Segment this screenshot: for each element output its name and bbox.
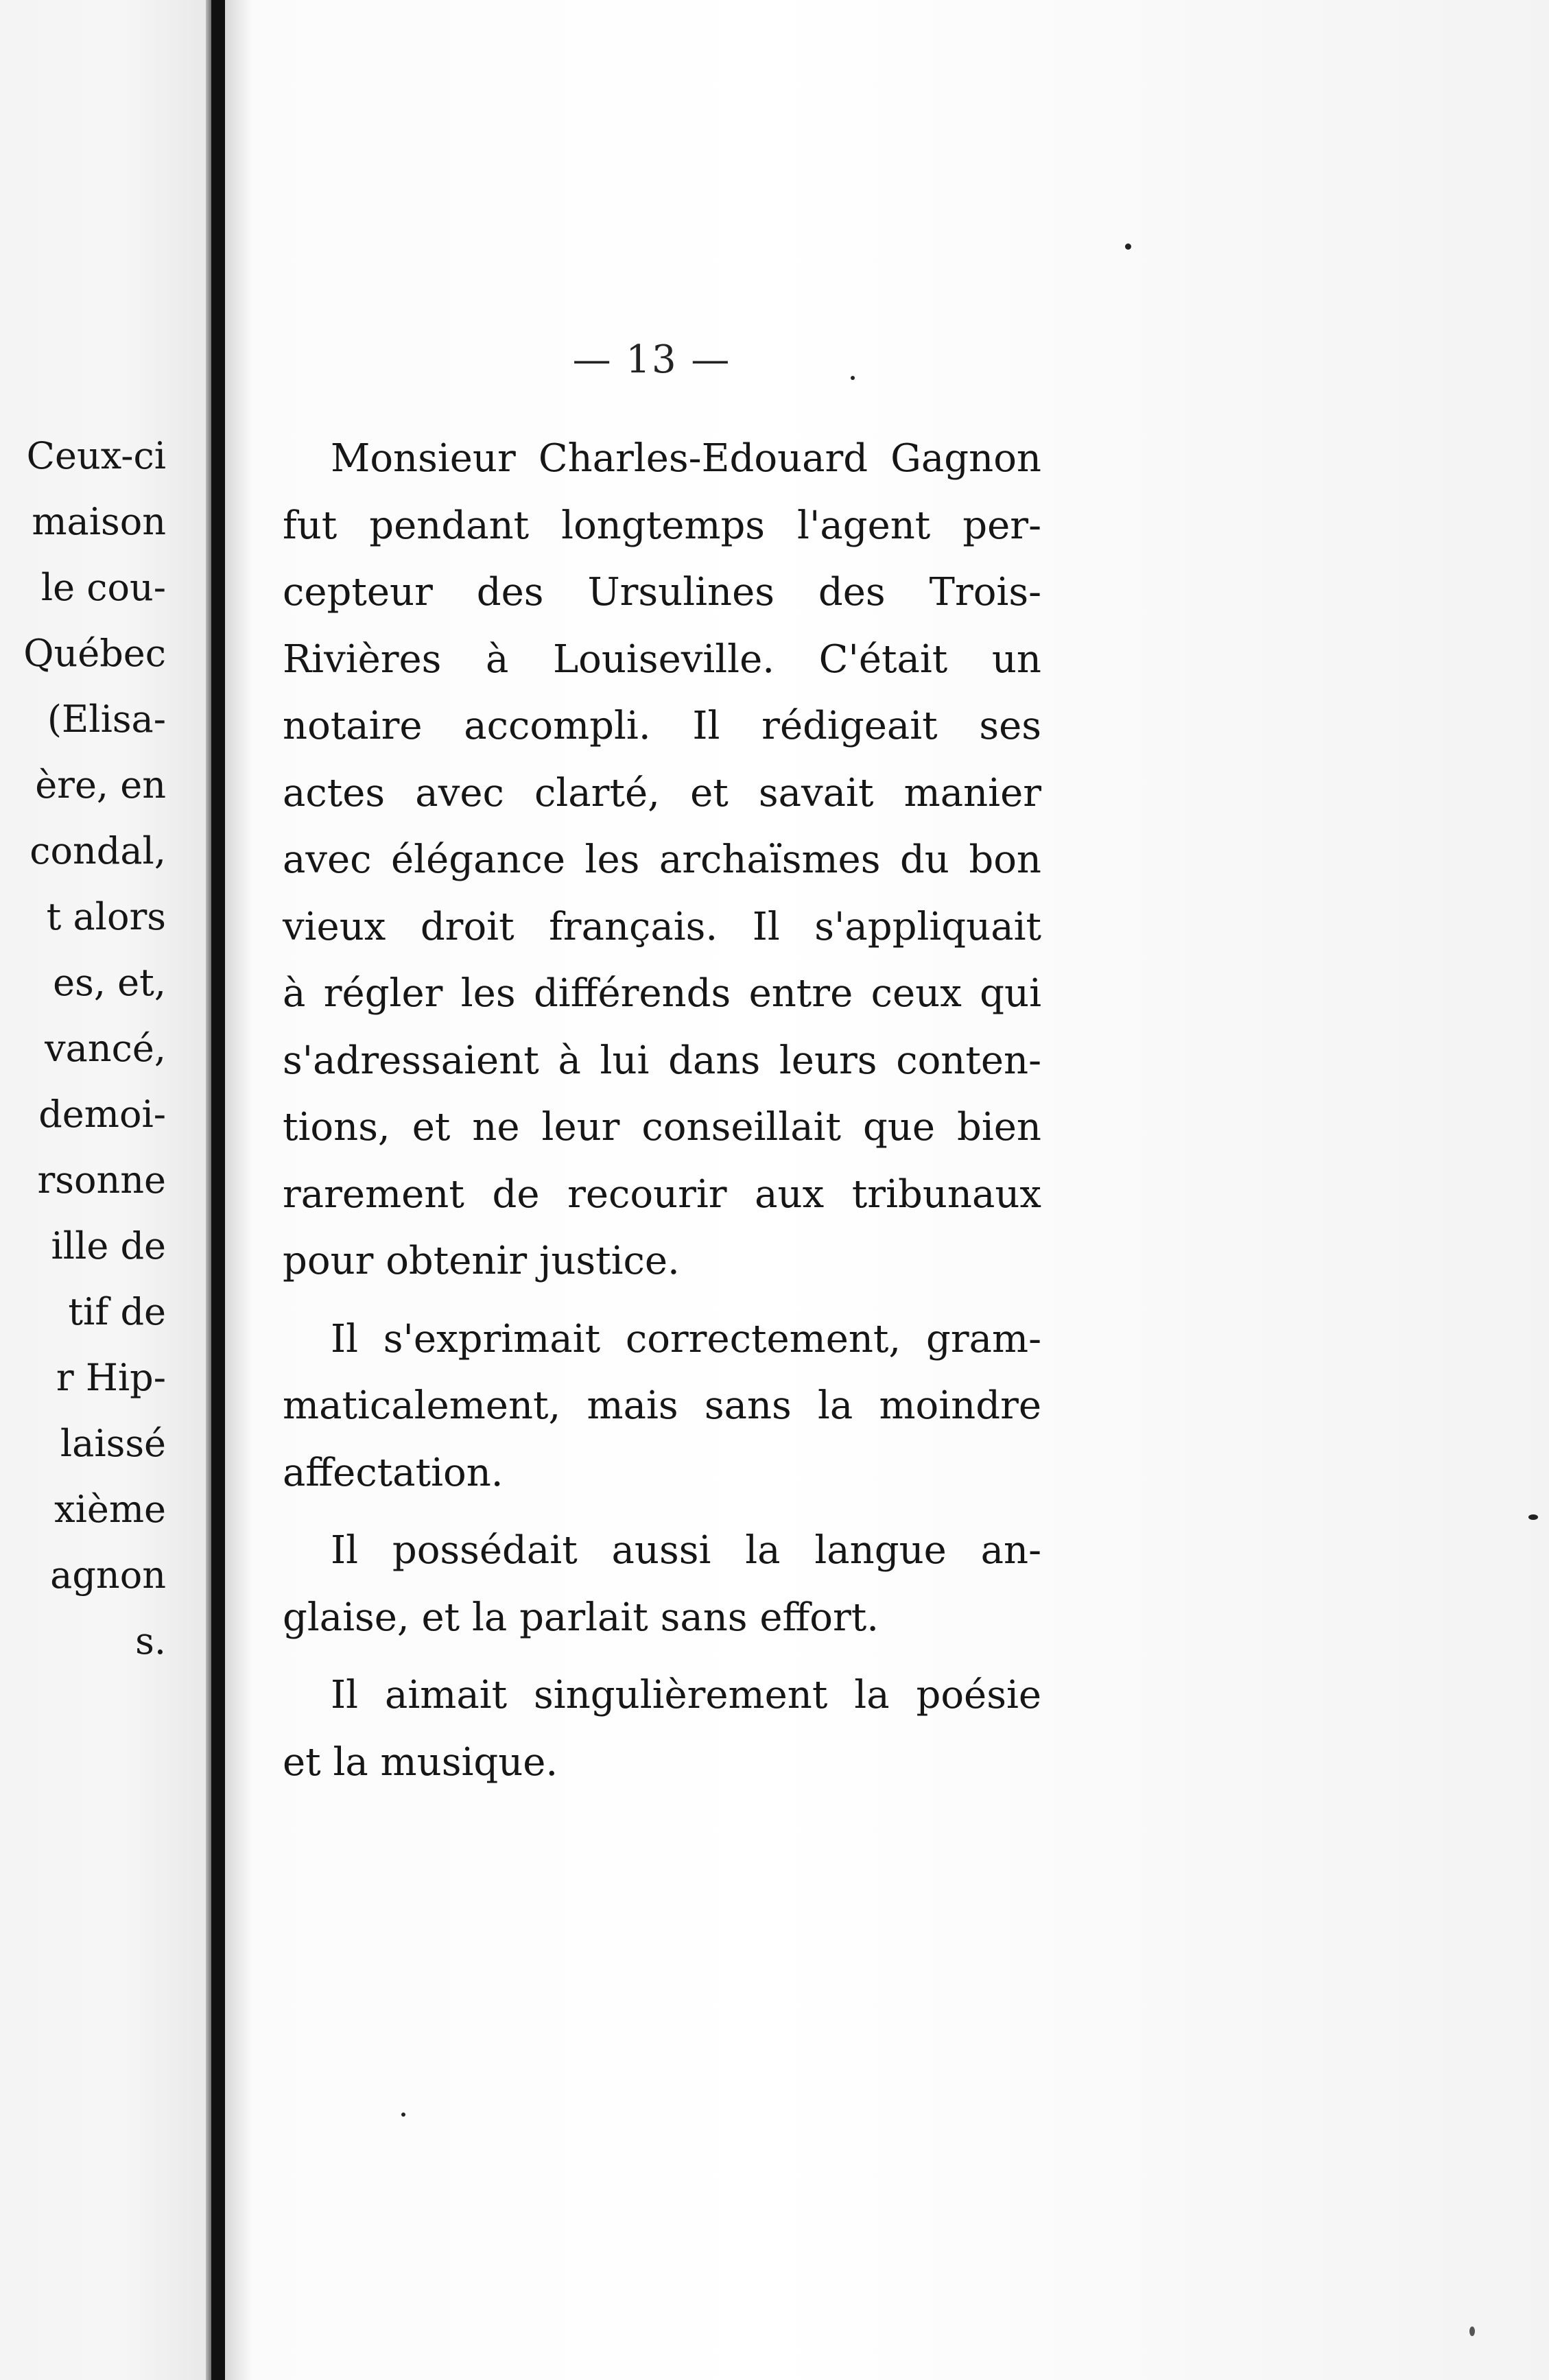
left-page-fragment: es, et, <box>53 961 166 1004</box>
text-line: rarement de recourir aux tribunaux <box>283 1171 1041 1217</box>
text-line: Monsieur Charles-Edouard Gagnon <box>331 436 1041 481</box>
left-page-fragment: r Hip- <box>56 1356 166 1399</box>
left-page-edge <box>0 0 206 2380</box>
text-line: Il aimait singulièrement la poésie <box>331 1673 1041 1717</box>
left-page-fragment: maison <box>32 500 166 543</box>
text-line: vieux droit français. Il s'appliquait <box>283 904 1041 949</box>
left-page-fragment: ère, en <box>35 763 166 807</box>
text-line: affectation. <box>283 1450 504 1495</box>
text-line: tions, et ne leur conseillait que bien <box>283 1105 1041 1150</box>
text-line: s'adressaient à lui dans leurs conten- <box>283 1038 1041 1083</box>
text-line: actes avec clarté, et savait manier <box>283 770 1041 816</box>
text-line: notaire accompli. Il rédigeait ses <box>283 704 1041 748</box>
text-line: glaise, et la parlait sans effort. <box>283 1595 879 1640</box>
left-page-fragment: (Elisa- <box>47 698 166 741</box>
left-page-fragment: t alors <box>46 895 166 938</box>
text-line: à régler les différends entre ceux qui <box>283 971 1041 1016</box>
paragraph-gap <box>283 1506 1041 1517</box>
left-page-fragment: ille de <box>51 1224 166 1268</box>
left-page-fragment: condal, <box>29 829 166 872</box>
page-number: — 13 — <box>572 337 731 382</box>
scan-speck <box>851 376 855 380</box>
left-page-fragment: rsonne <box>37 1158 166 1202</box>
text-line: cepteur des Ursulines des Trois- <box>283 570 1041 615</box>
left-page-fragment: laissé <box>60 1422 166 1465</box>
paragraph-gap <box>283 1651 1041 1662</box>
book-gutter-fade <box>225 0 252 2380</box>
left-page-fragment: xième <box>54 1488 166 1531</box>
paragraph-gap <box>283 1295 1041 1306</box>
text-line: et la musique. <box>283 1739 558 1785</box>
scan-speck <box>1469 2327 1475 2336</box>
text-line: Il s'exprimait correctement, gram- <box>331 1316 1041 1361</box>
scan-speck <box>1125 243 1131 250</box>
text-line: avec élégance les archaïsmes du bon <box>283 837 1041 882</box>
text-line: pour obtenir justice. <box>283 1239 680 1283</box>
left-page-fragment: tif de <box>68 1290 166 1333</box>
left-page-fragment: demoi- <box>38 1093 166 1136</box>
text-line: Il possédait aussi la langue an- <box>331 1528 1041 1573</box>
scan-speck <box>401 2113 405 2117</box>
scan-speck <box>1528 1514 1538 1520</box>
text-line: fut pendant longtemps l'agent per- <box>283 503 1041 548</box>
text-line: Rivières à Louiseville. C'était un <box>283 636 1041 682</box>
left-page-fragment: vancé, <box>45 1027 166 1070</box>
book-gutter <box>211 0 225 2380</box>
text-line: maticalement, mais sans la moindre <box>283 1383 1041 1428</box>
left-page-fragment: Québec <box>23 632 166 675</box>
left-page-fragment: s. <box>135 1619 166 1663</box>
left-page-fragment: agnon <box>50 1554 166 1597</box>
left-page-fragment: le cou- <box>40 566 166 609</box>
page-body-text <box>283 425 1041 1796</box>
left-page-fragment: Ceux-ci <box>26 434 166 477</box>
